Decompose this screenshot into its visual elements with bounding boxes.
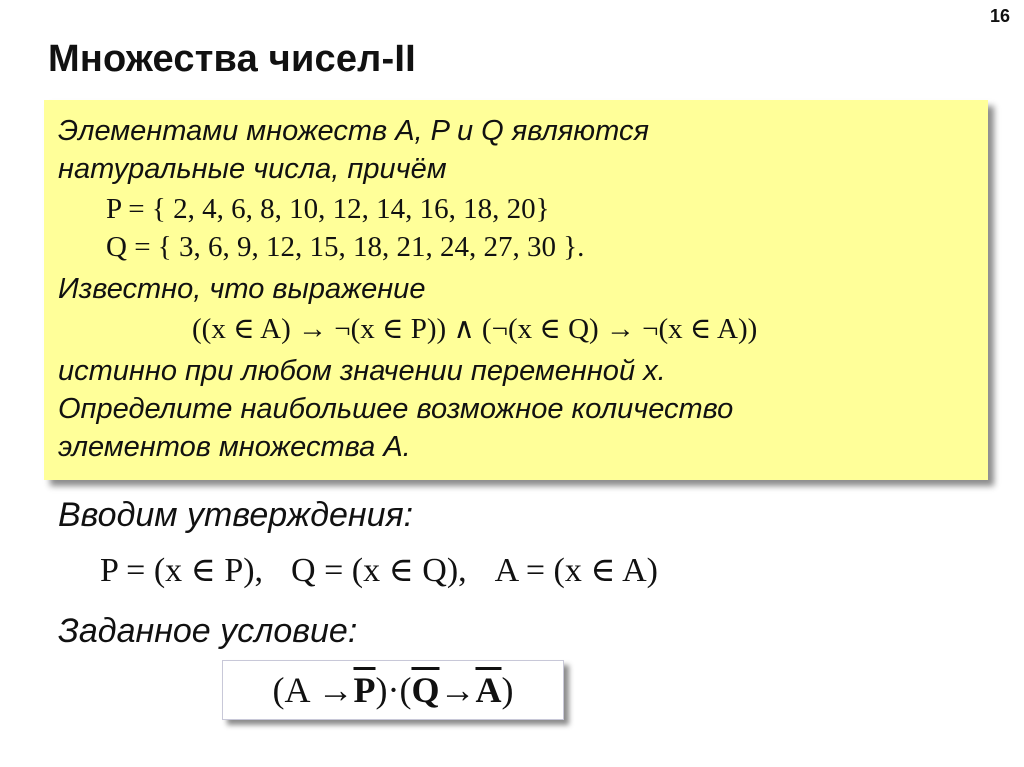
page-number: 16 [989,6,1010,26]
p-negated: $\overline{P}$ [353,670,376,710]
statements-row [100,550,658,590]
condition-open: (A → [272,670,354,710]
task-line-5: Известно, что выражение [58,273,426,305]
statement-p: P = (x ∈ P), [100,552,264,589]
condition-formula-box [222,660,564,720]
condition-middle: )·( [375,670,412,710]
slide-title: Множества чисел-II [48,38,416,80]
q-negated: $\overline{Q}$ [411,670,440,710]
condition-arrow: → [439,670,476,710]
set-q-definition: Q = { 3, 6, 9, 12, 15, 18, 21, 24, 27, 30 }. [106,231,585,263]
condition-close: ) [501,670,514,710]
task-line-1: Элементами множеств A, P и Q являются [58,115,649,147]
statement-q: Q = (x ∈ Q), [291,552,467,589]
condition-heading: Заданное условие: [58,612,358,650]
task-line-8: Определите наибольшее возможное количество [58,393,734,425]
task-line-2: натуральные числа, причём [58,153,447,185]
a-negated: $\overline{A}$ [475,670,502,710]
task-line-9: элементов множества A. [58,431,411,463]
task-box [44,100,988,480]
statement-a: A = (x ∈ A) [494,552,658,589]
task-line-7: истинно при любом значении переменной x. [58,355,666,387]
logical-expression: ((x ∈ A) → ¬(x ∈ P)) ∧ (¬(x ∈ Q) → ¬(x ∈ A)) [192,313,758,345]
statements-heading: Вводим утверждения: [58,496,414,534]
set-p-definition: P = { 2, 4, 6, 8, 10, 12, 14, 16, 18, 20} [106,193,550,225]
